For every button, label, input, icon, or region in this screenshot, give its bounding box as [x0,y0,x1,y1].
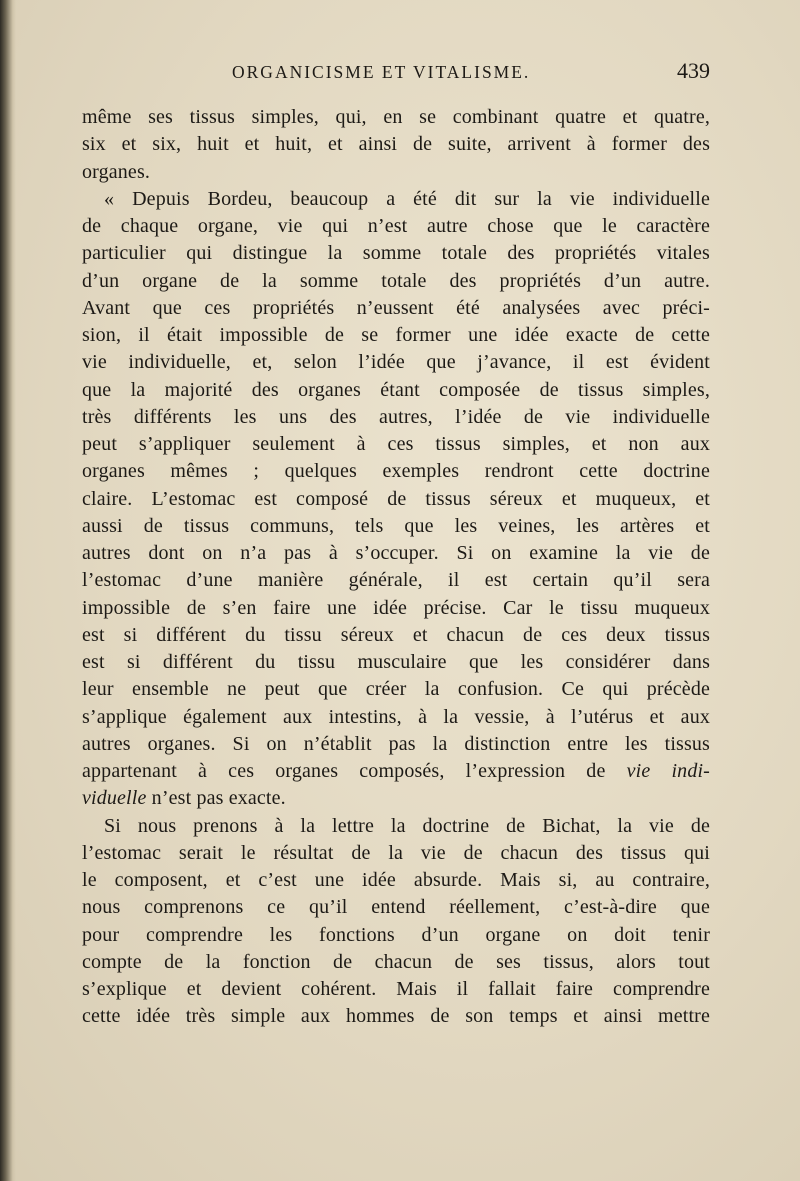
line-text: organes mêmes ; quelques exemples rendront cette doctrine [82,460,710,483]
line-text: aussi de tissus communs, tels que les veines, les artères et [82,514,710,537]
line-text: est si différent du tissu musculaire que les considérer dans [82,651,710,673]
text-line [82,949,710,976]
text-line [82,513,710,540]
line-text: compte de la fonction de chacun de ses tissus, alors tout [82,950,710,973]
text-line [82,540,710,567]
line-text: nous comprenons ce qu’il entend réellement, c’est-à-dire que [82,896,710,919]
book-spine-shadow [0,0,16,1181]
line-text: s’applique également aux intestins, à la vessie, à l’utérus et aux [82,705,710,728]
text-line [82,349,710,376]
line-text: Si nous prenons à la lettre la doctrine de Bichat, la vie de [104,814,710,837]
line-text: organes. [82,160,151,183]
line-text: est si différent du tissu séreux et chacun de ces deux tissus [82,623,710,646]
text-line [82,458,710,485]
line-text: Avant que ces propriétés n’eussent été analysées avec préci- [82,296,710,319]
text-line [82,704,710,731]
text-line [82,840,710,867]
text-line [82,213,710,240]
text-line [82,240,710,267]
line-text: le composent, et c’est une idée absurde. Mais si, au contraire, [82,869,710,891]
text-line [82,567,710,594]
text-line [82,785,710,812]
line-text: autres dont on n’a pas à s’occuper. Si on examine la vie de [82,542,710,564]
line-text: vie individuelle, et, selon l’idée que j’avance, il est évident [82,351,710,374]
line-text: peut s’appliquer seulement à ces tissus simples, et non aux [82,433,710,455]
text-line [82,867,710,894]
text-line [82,186,710,213]
text-line [82,295,710,322]
page-header [82,58,710,88]
text-line [82,159,710,186]
page-number: 439 [677,58,710,83]
text-line [82,894,710,921]
text-line [82,622,710,649]
line-text: « Depuis Bordeu, beaucoup a été dit sur la vie individuelle [104,187,710,210]
text-line [82,431,710,458]
line-text: leur ensemble ne peut que créer la confusion. Ce qui précède [82,678,710,701]
line-text: s’explique et devient cohérent. Mais il fallait faire comprendre [82,978,710,1000]
text-line [82,731,710,758]
line-text: l’estomac d’une manière générale, il est certain qu’il sera [82,569,710,592]
italic-text: vie indi- [626,760,710,782]
line-text: autres organes. Si on n’établit pas la distinction entre les tissus [82,732,710,755]
line-text: que la majorité des organes étant composée de tissus simples, [82,378,710,401]
running-title: ORGANICISME ET VITALISME. [232,62,531,82]
text-line [82,813,710,840]
line-text: l’estomac serait le résultat de la vie de chacun des tissus qui [82,841,710,864]
line-text: sion, il était impossible de se former une idée exacte de cette [82,324,710,346]
text-line [82,131,710,158]
body-text [82,104,710,1031]
text-line [82,322,710,349]
line-text: claire. L’estomac est composé de tissus séreux et muqueux, et [82,487,710,510]
text-line [82,404,710,431]
text-line [82,1003,710,1030]
text-line [82,649,710,676]
line-text: d’un organe de la somme totale des propriétés d’un autre. [82,269,710,292]
line-text: pour comprendre les fonctions d’un organe on doit tenir [82,923,710,946]
text-line [82,377,710,404]
line-text: particulier qui distingue la somme totale des propriétés vitales [82,242,710,265]
line-text: six et six, huit et huit, et ainsi de suite, arrivent à former des [82,133,710,156]
text-line [82,595,710,622]
line-text: même ses tissus simples, qui, en se combinant quatre et quatre, [82,106,710,128]
text-line [82,976,710,1003]
text-line [82,486,710,513]
text-line [82,104,710,131]
line-text: très différents les uns des autres, l’idée de vie individuelle [82,405,710,428]
line-text: appartenant à ces organes composés, l’expression de [82,760,606,782]
line-text: de chaque organe, vie qui n’est autre chose que le caractère [82,215,710,237]
text-line [82,922,710,949]
italic-text: viduelle [82,787,147,810]
text-line [82,758,710,785]
text-line [82,268,710,295]
line-text: impossible de s’en faire une idée précise. Car le tissu muqueux [82,596,710,619]
text-line [82,676,710,703]
line-text: cette idée très simple aux hommes de son temps et ainsi mettre [82,1005,710,1028]
line-text: n’est pas exacte. [146,787,286,810]
